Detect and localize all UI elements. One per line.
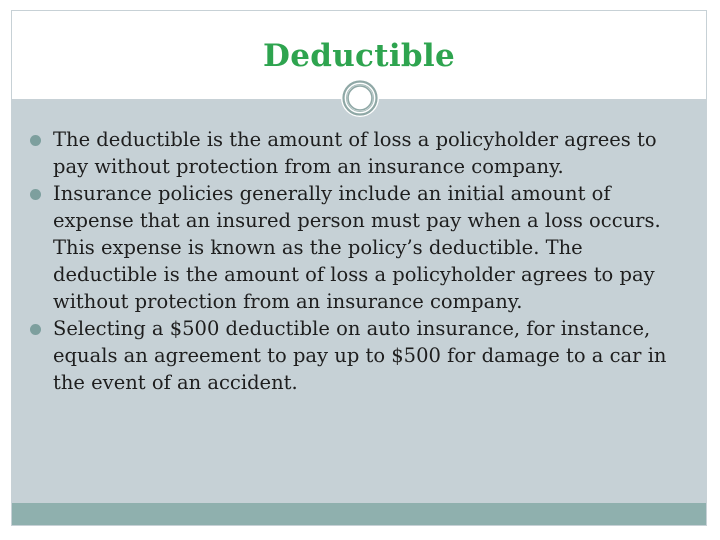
footer-bar — [12, 503, 706, 525]
bullet-marker-icon — [30, 189, 41, 200]
bullet-item-1 — [30, 126, 690, 180]
bullet-item-3 — [30, 315, 690, 396]
bullet-list — [30, 126, 690, 396]
bullet-text-2: Insurance policies generally include an initial amount of expense that an insured person must pay when a loss occurs. This expense is known as the policy’s deductible. The deductible is the amount of loss a policyholder agrees to pay without protection from an insurance company. — [53, 182, 661, 313]
circle-ornament-icon — [340, 78, 380, 118]
bullet-text-3: Selecting a $500 deductible on auto insurance, for instance, equals an agreement to pay up to $500 for damage to a car in the event of an accident. — [53, 317, 667, 394]
bullet-item-2 — [30, 180, 690, 315]
bullet-marker-icon — [30, 135, 41, 146]
slide-title: Deductible — [263, 38, 455, 74]
bullet-text-1: The deductible is the amount of loss a policyholder agrees to pay without protection from an insurance company. — [53, 128, 657, 178]
bullet-marker-icon — [30, 324, 41, 335]
